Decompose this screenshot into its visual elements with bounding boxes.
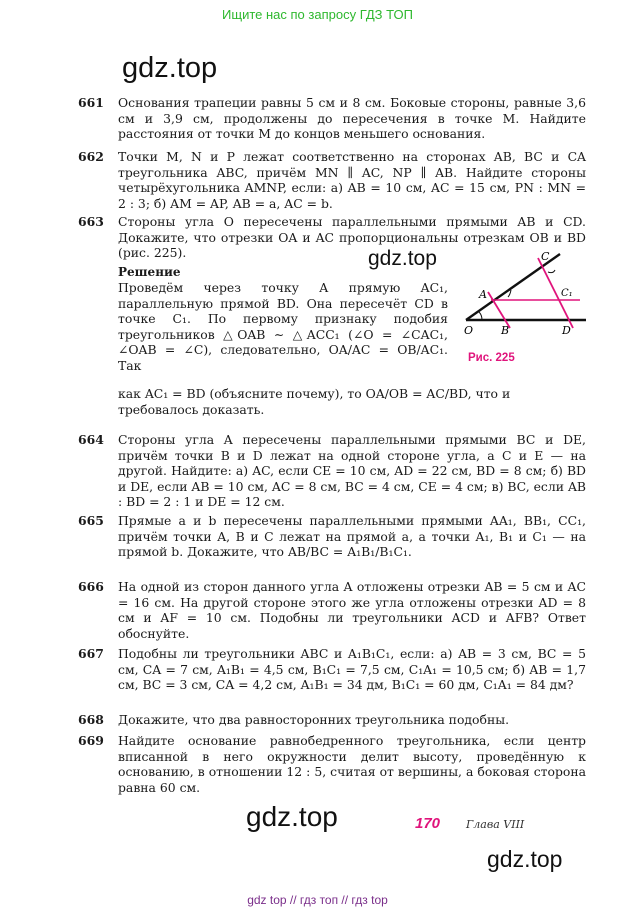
problem-text: Основания трапеции равны 5 см и 8 см. Боковые стороны, равные 3,6 см и 3,9 см, продолжены до пересечения в точке M. Найдите расстояния от точки M до концов меньшего основания.: [118, 95, 586, 142]
problem-text: Найдите основание равнобедренного треугольника, если центр вписанной в него окружности делит высоту, проведённую к основанию, в отношении 12 : 5, считая от вершины, а боковая сторона равна 60 см.: [118, 733, 586, 795]
watermark-main: gdz.top: [122, 52, 218, 84]
solution-part-1: Проведём через точку A прямую AC₁, параллельную прямой BD. Она пересечёт CD в точке C₁. По первому признаку подобия треугольников △OAB ∼ △ACC₁ (∠O = ∠CAC₁, ∠OAB = ∠C), следовательно, OA/AC = OB/AC₁. Так: [118, 280, 448, 373]
problem-number: 664: [78, 432, 104, 447]
problem-669: [78, 733, 586, 795]
angle-arc-c: [548, 270, 555, 273]
problem-662: [78, 149, 586, 211]
problem-number: 661: [78, 95, 104, 110]
figure-225: [458, 248, 588, 360]
problem-number: 665: [78, 513, 104, 528]
label-d: D: [562, 324, 571, 337]
watermark-bottom-right: gdz.top: [487, 846, 563, 872]
chapter-label: Глава VIII: [466, 818, 525, 831]
problem-text: Точки M, N и P лежат соответственно на сторонах AB, BC и CA треугольника ABC, причём MN ∥ AC, NP ∥ AB. Найдите стороны четырёхугольника AMNP, если: а) AB = 10 см, AC = 15 см, PN : MN = 2 : 3; б) AM = AP, AB = a, AC = b.: [118, 149, 586, 211]
problem-text: Докажите, что два равносторонних треугольника подобны.: [118, 712, 510, 727]
problem-664: [78, 432, 586, 510]
ray-oc: [466, 254, 560, 320]
top-banner[interactable]: Ищите нас по запросу ГДЗ ТОП: [222, 7, 413, 22]
label-b: B: [501, 324, 510, 337]
solution-title: Решение: [118, 265, 181, 279]
problem-text: Стороны угла O пересечены параллельными прямыми AB и CD. Докажите, что отрезки OA и AC пропорциональны отрезкам OB и BD (рис. 225).: [118, 214, 586, 261]
problem-668: [78, 712, 586, 728]
watermark-low: gdz.top: [246, 801, 338, 832]
figure-caption: Рис. 225: [468, 352, 515, 364]
watermark-mid: gdz.top: [368, 247, 437, 270]
problem-number: 667: [78, 646, 104, 661]
problem-661: [78, 95, 586, 142]
problem-666: [78, 579, 586, 641]
problem-number: 669: [78, 733, 104, 748]
problem-667: [78, 646, 586, 693]
label-c1: C₁: [561, 288, 573, 299]
problem-number: 662: [78, 149, 104, 164]
problem-text: Стороны угла A пересечены параллельными прямыми BC и DE, причём точки B и D лежат на одной стороне угла, а C и E — на другой. Найдите: а) AC, если CE = 10 см, AD = 22 см, BD = 8 см; б) BD и DE, если AB = 10 см, AC = 8 см, BC = 4 см, CE = 4 см; в) BC, если AB : BD = 2 : 1 и DE = 12 см.: [118, 432, 586, 510]
problem-number: 666: [78, 579, 104, 594]
problem-number: 668: [78, 712, 104, 727]
bottom-links[interactable]: gdz top // гдз топ // гдз top: [247, 893, 388, 907]
label-a: A: [479, 288, 487, 301]
label-o: O: [464, 324, 474, 337]
angle-arc-o: [479, 312, 482, 320]
problem-text: Подобны ли треугольники ABC и A₁B₁C₁, если: а) AB = 3 см, BC = 5 см, CA = 7 см, A₁B₁ = 4,5 см, B₁C₁ = 7,5 см, C₁A₁ = 10,5 см; б) AB = 1,7 см, BC = 3 см, CA = 4,2 см, A₁B₁ = 34 дм, B₁C₁ = 60 дм, C₁A₁ = 84 дм?: [118, 646, 586, 693]
problem-text: На одной из сторон данного угла A отложены отрезки AB = 5 см и AC = 16 см. На другой стороне этого же угла отложены отрезки AD = 8 см и AF = 10 см. Подобны ли треугольники ACD и AFB? Ответ обоснуйте.: [118, 579, 586, 641]
problem-text: Прямые a и b пересечены параллельными прямыми AA₁, BB₁, CC₁, причём точки A, B и C лежат на прямой a, а точки A₁, B₁ и C₁ — на прямой b. Докажите, что AB/BC = A₁B₁/B₁C₁.: [118, 513, 586, 560]
label-c: C: [541, 250, 550, 263]
solution-part-2: как AC₁ = BD (объясните почему), то OA/OB = AC/BD, что и требовалось доказать.: [118, 386, 511, 417]
page-number: 170: [415, 815, 441, 832]
problem-number: 663: [78, 214, 104, 229]
problem-665: [78, 513, 586, 560]
